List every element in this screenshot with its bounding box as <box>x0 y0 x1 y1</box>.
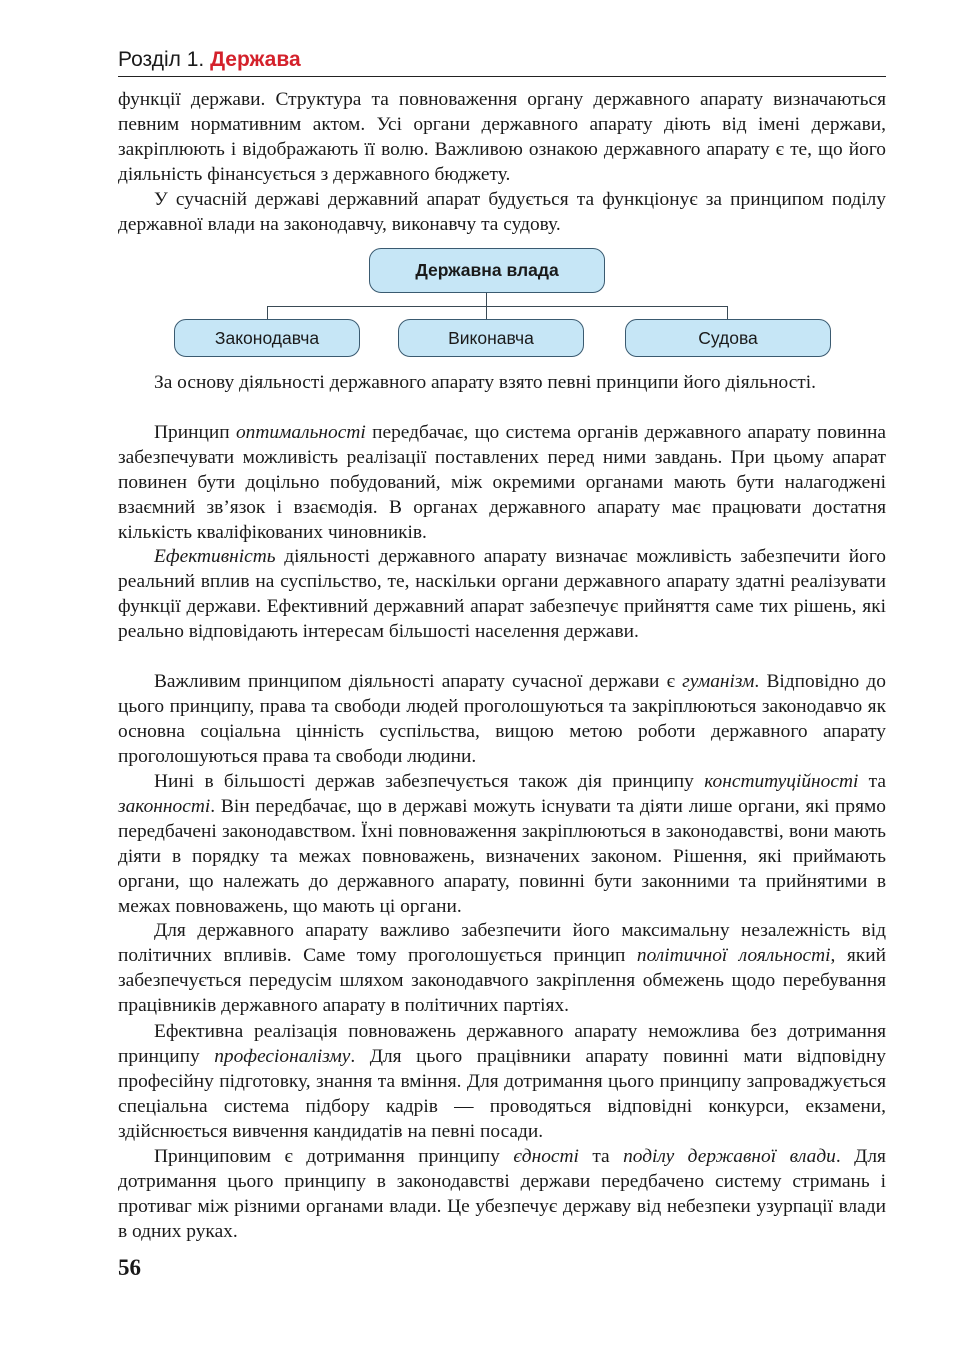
paragraph-6: Важливим принципом діяльності апарату сучасної держави є гуманізм. Відповідно до цього принципу, права та свободи людей проголошуються та закріплюються законодавчо як основна соціальна цінність суспільства, вищою метою роботи державного апарату проголошуються права та свободи людини. <box>118 671 886 767</box>
term-efficiency: Ефективність <box>154 546 276 567</box>
paragraph-8: Для державного апарату важливо забезпечити його максимальну незалежність від політичних впливів. Саме тому проголошується принцип політичної лояльності, який забезпечується передусім шляхом законодавчого закріплення обмежень щодо перебування працівників державного апарату в політичних партіях. <box>118 920 886 1016</box>
paragraph-9: Ефективна реалізація повноважень державного апарату неможлива без дотримання принципу професіоналізму. Для цього працівники апарату повинні мати відповідну професійну підготовку, знання та вміння. Для дотримання цього принципу запроваджується спеціальна система підбору кадрів — проводяться відповідні конкурси, екзамени, здійснюється вивчення кандидатів на певні посади. <box>118 1021 886 1142</box>
term-optimality: оптимальності <box>235 422 366 443</box>
term-political-loyalty: політичної лояльності <box>636 944 831 966</box>
diagram-branch-executive: Виконавча <box>398 319 584 357</box>
page-header <box>118 46 886 77</box>
term-constitutionality: конституційності <box>704 771 859 792</box>
paragraph-2: У сучасній державі державний апарат будується та функціонує за принципом поділу державної влади на законодавчу, виконавчу та судову. <box>118 189 886 235</box>
diagram-connector-middle <box>486 306 487 319</box>
paragraph-7: Нині в більшості держав забезпечується також дія принципу конституційності та законності. Він передбачає, що в державі можуть існувати та діяти лише органи, які прямо передбачені законодавством. Їхні повноваження закріплюються в законодавстві, вони мають діяти в порядку та межах повноважень, визначених законом. Рішення, які приймають органи, що належать до державного апарату, повинні бути законними та прийнятими в межах повноважень, що мають ці органи. <box>118 771 886 917</box>
term-professionalism: професіоналізму <box>214 1045 351 1067</box>
paragraph-10: Принциповим є дотримання принципу єдності та поділу державної влади. Для дотримання цього принципу в законодавстві держави передбачено систему стримань і противаг між різними органами влади. Це убезпечує державу від небезпеки узурпації влади в одних руках. <box>118 1146 886 1242</box>
diagram-connector-left <box>267 306 268 319</box>
paragraph-5: Ефективність діяльності державного апарату визначає можливість забезпечити його реальний вплив на суспільство, те, наскільки органи державного апарату здатні реалізувати функції держави. Ефективний державний апарат забезпечує прийняття саме тих рішень, які реально відповідають інтересам більшості населення держави. <box>118 546 886 642</box>
section-label: Розділ 1. <box>118 48 205 71</box>
diagram-connector-bar <box>267 306 728 307</box>
section-title: Держава <box>210 48 301 71</box>
power-division-diagram <box>118 246 886 362</box>
paragraph-4: Принцип оптимальності передбачає, що система органів державного апарату повинна забезпечувати можливість реалізації поставлених перед ними завдань. При цьому апарат повинен бути доцільно побудований, між окремими органами мають бути налагоджені взаємний зв’язок і взаємодія. В органах державного апарату має працювати достатня кількість кваліфікованих чиновників. <box>118 422 886 543</box>
diagram-connector-right <box>727 306 728 319</box>
paragraph-1: функції держави. Структура та повноваження органу державного апарату визначаються певним нормативним актом. Усі органи державного апарату діють від імені держави, закріплюють і відображають її волю. Важливою ознакою державного апарату є те, що його діяльність фінансується з державного бюджету. <box>118 89 886 185</box>
paragraph-3: За основу діяльності державного апарату взято певні принципи його діяльності. <box>154 372 817 393</box>
term-separation-of-powers: поділу державної влади <box>623 1146 836 1167</box>
diagram-branch-judicial: Судова <box>625 319 831 357</box>
term-humanism: гуманізм <box>682 671 755 692</box>
diagram-root-state-power: Державна влада <box>369 248 605 293</box>
term-legality: законності <box>118 795 211 817</box>
page-number: 56 <box>118 1255 141 1280</box>
diagram-connector-trunk <box>486 293 487 306</box>
diagram-branch-legislative: Законодавча <box>174 319 360 357</box>
term-unity: єдності <box>513 1146 579 1167</box>
